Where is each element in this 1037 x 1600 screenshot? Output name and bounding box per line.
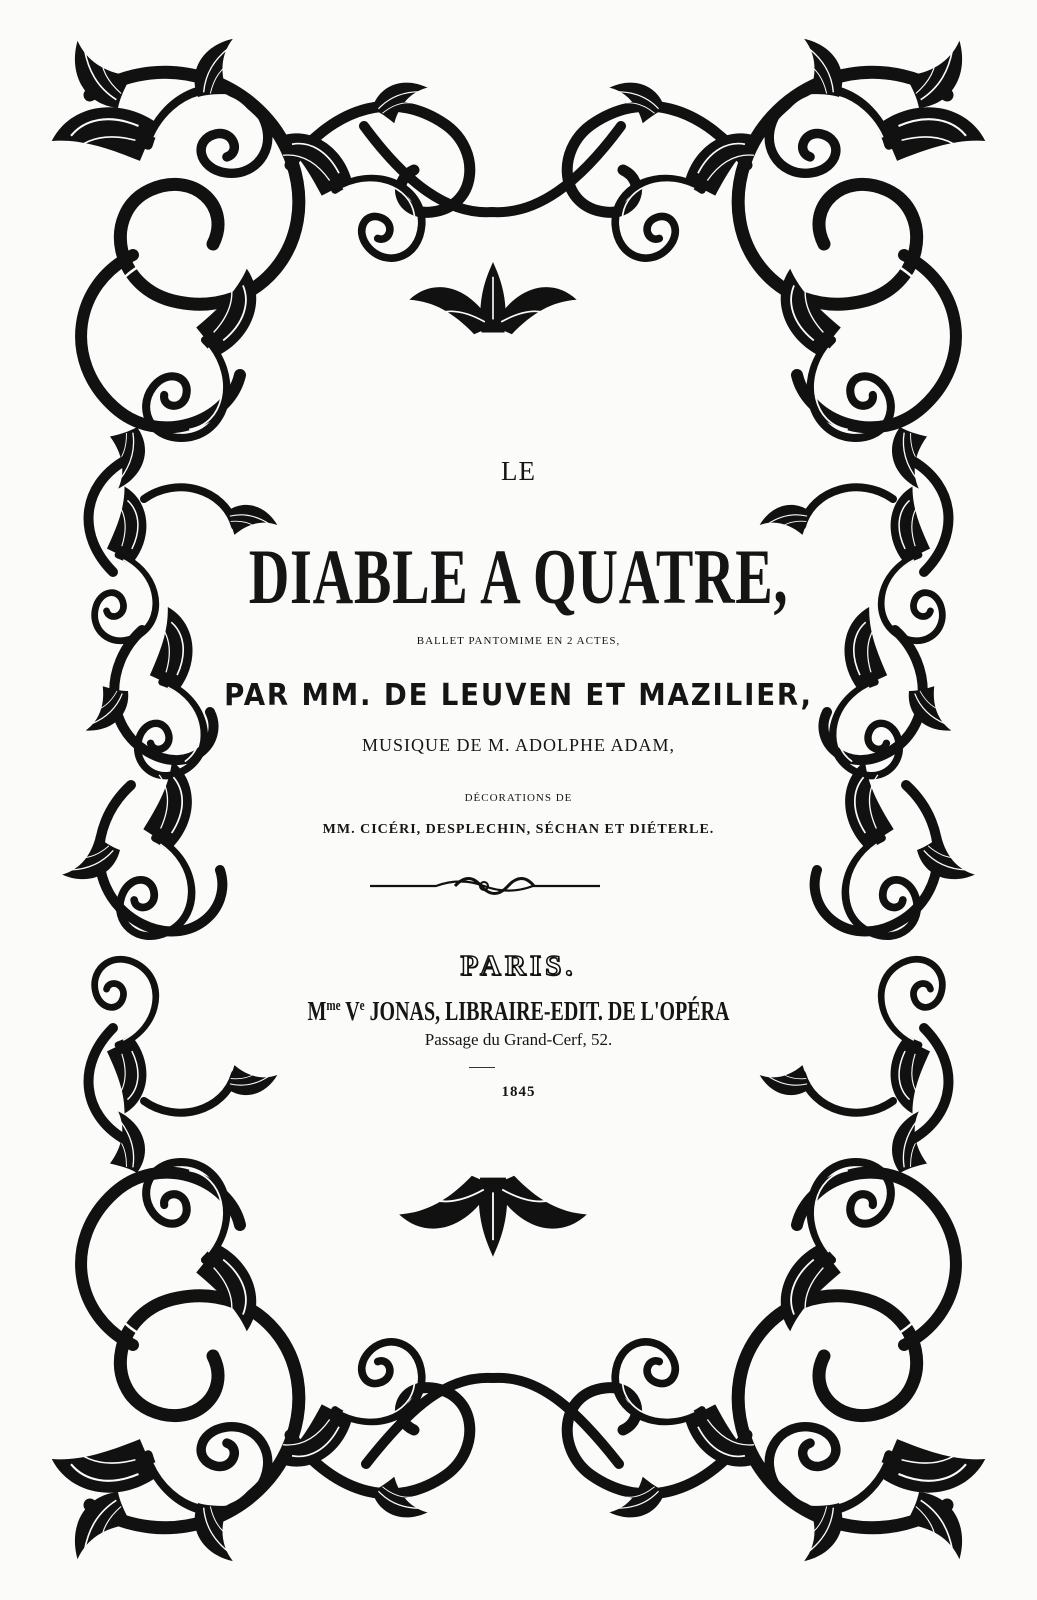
decorations-label: DÉCORATIONS DE <box>464 792 573 804</box>
decorators-line: MM. CICÉRI, DESPLECHIN, SÉCHAN ET DIÉTERLE. <box>322 822 715 837</box>
publisher-name: JONAS, LIBRAIRE-EDIT. DE L'OPÉRA <box>364 996 730 1026</box>
work-subtitle: BALLET PANTOMIME EN 2 ACTES, <box>416 635 621 647</box>
publisher-address: Passage du Grand-Cerf, 52. <box>424 1030 613 1049</box>
publication-year: 1845 <box>501 1084 536 1100</box>
authors-line: PAR MM. DE LEUVEN ET MAZILIER, <box>224 678 813 713</box>
publisher-superscript-me: me <box>326 998 341 1014</box>
publisher-line <box>135 996 902 1027</box>
publisher-prefix: M <box>307 996 327 1026</box>
article-word: LE <box>501 456 536 486</box>
main-title: DIABLE A QUATRE, <box>248 533 789 620</box>
publisher-superscript-e: e <box>359 998 365 1014</box>
music-credit: MUSIQUE DE M. ADOLPHE ADAM, <box>361 735 675 755</box>
year-divider <box>469 1067 495 1068</box>
publisher-mid: V <box>340 996 360 1026</box>
publication-city: PARIS. <box>460 950 577 982</box>
